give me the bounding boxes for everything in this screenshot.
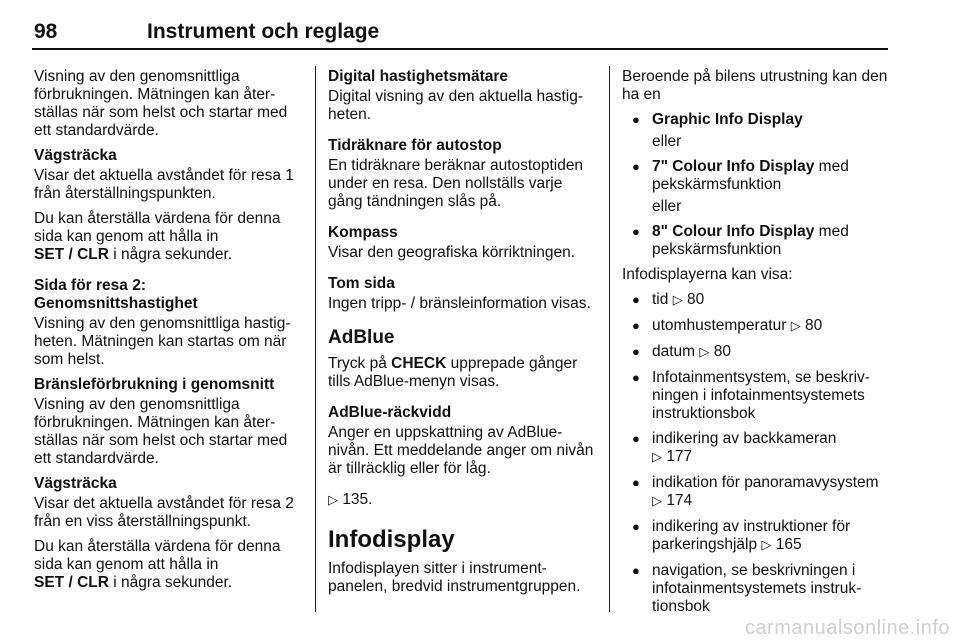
subheading: Bränsleförbrukning i genomsnitt bbox=[34, 376, 275, 393]
section-heading: AdBlue bbox=[328, 327, 395, 348]
header-rule bbox=[32, 48, 888, 50]
page-number: 98 bbox=[34, 20, 58, 43]
arrow-triangle-icon: ▷ bbox=[652, 450, 662, 465]
paragraph: Visning av den genomsnittliga hastigheten. Mätningen kan startas om när som helst. bbox=[34, 315, 291, 368]
paragraph: Ingen tripp- / bränsleinformation visas. bbox=[328, 295, 591, 312]
display-options-list bbox=[622, 158, 888, 194]
column-1 bbox=[34, 68, 300, 599]
button-label: SET / CLR bbox=[34, 574, 109, 591]
display-options-list bbox=[622, 111, 888, 129]
paragraph bbox=[34, 210, 300, 264]
text: eller bbox=[652, 133, 682, 150]
list-item: ● navigation, se beskrivningen i infotainmentsystemets instruktionsbok bbox=[622, 562, 888, 616]
paragraph: Anger en uppskattning av AdBlue-nivån. Ett meddelande anger om nivån är tillräcklig eller för låg. bbox=[328, 424, 594, 477]
text: Du kan återställa värdena för denna sida kan genom att hålla in bbox=[34, 210, 281, 245]
display-name: Graphic Info Display bbox=[652, 111, 803, 128]
arrow-triangle-icon: ▷ bbox=[652, 494, 662, 509]
arrow-triangle-icon: ▷ bbox=[328, 493, 338, 508]
list-item bbox=[622, 158, 888, 194]
paragraph: Visar det aktuella avståndet för resa 2 från en viss återställningspunkt. bbox=[34, 495, 294, 530]
text: datum bbox=[652, 343, 700, 360]
paragraph bbox=[328, 355, 594, 391]
subheading: Kompass bbox=[328, 224, 398, 241]
paragraph: Infodisplayerna kan visa: bbox=[622, 266, 793, 283]
text: utomhustemperatur bbox=[652, 317, 791, 334]
button-label: CHECK bbox=[391, 355, 447, 372]
subheading: Vägsträcka bbox=[34, 147, 117, 164]
display-options-list bbox=[622, 223, 888, 259]
button-label: SET / CLR bbox=[34, 246, 109, 263]
column-divider bbox=[609, 66, 610, 612]
list-item bbox=[622, 223, 888, 259]
column-2 bbox=[328, 68, 594, 603]
watermark: carmanualsonline.info bbox=[744, 617, 950, 639]
paragraph bbox=[34, 538, 300, 592]
list-item bbox=[622, 474, 888, 511]
subheading: Tidräknare för autostop bbox=[328, 137, 502, 154]
list-item: ● Infotainmentsystem, se beskrivningen i infotainmentsystemets instruktionsbok bbox=[622, 369, 888, 423]
text: Du kan återställa värdena för denna sida kan genom att hålla in bbox=[34, 538, 281, 573]
text: indikering av instruktioner för parkeringshjälp bbox=[652, 518, 851, 553]
page-reference[interactable]: 174 bbox=[666, 492, 693, 509]
page-header bbox=[32, 12, 888, 52]
page-reference[interactable]: 80 bbox=[713, 343, 731, 360]
paragraph: Infodisplayen sitter i instrumentpanelen, bredvid instrumentgruppen. bbox=[328, 560, 581, 595]
column-3 bbox=[622, 68, 888, 623]
text: indikering av backkameran bbox=[652, 430, 837, 447]
section-heading: Infodisplay bbox=[328, 526, 455, 553]
list-item bbox=[622, 430, 888, 467]
paragraph: Beroende på bilens utrustning kan den ha en bbox=[622, 68, 888, 103]
text: eller bbox=[652, 198, 682, 215]
paragraph: Digital visning av den aktuella hastigheten. bbox=[328, 88, 584, 123]
page-reference[interactable]: 135. bbox=[342, 491, 373, 508]
text: med pekskärmsfunktion bbox=[652, 223, 849, 258]
subheading: AdBlue-räckvidd bbox=[328, 404, 452, 421]
display-name: 7" Colour Info Display bbox=[652, 158, 815, 175]
text: med pekskärmsfunktion bbox=[652, 158, 849, 193]
list-item bbox=[622, 291, 888, 310]
paragraph bbox=[328, 491, 594, 510]
page-reference[interactable]: 177 bbox=[666, 448, 693, 465]
list-item bbox=[622, 518, 888, 555]
text: i några sekunder. bbox=[108, 574, 233, 591]
paragraph: Visning av den genomsnittliga förbrukningen. Mätningen kan återställas när som helst och startar med ett standardvärde. bbox=[34, 68, 288, 139]
paragraph: Visar det aktuella avståndet för resa 1 från återställningspunkten. bbox=[34, 167, 294, 202]
column-divider bbox=[315, 66, 316, 612]
text: tid bbox=[652, 291, 673, 308]
list-item bbox=[622, 317, 888, 336]
chapter-title: Instrument och reglage bbox=[147, 20, 380, 43]
page-reference[interactable]: 80 bbox=[805, 317, 823, 334]
info-list bbox=[622, 291, 888, 616]
list-item bbox=[622, 343, 888, 362]
subheading: Genomsnittshastighet bbox=[34, 295, 198, 312]
arrow-triangle-icon: ▷ bbox=[761, 538, 772, 553]
text: indikation för panoramavysystem bbox=[652, 474, 879, 491]
page-reference[interactable]: 165 bbox=[775, 536, 802, 553]
list-item bbox=[622, 111, 888, 129]
paragraph: En tidräknare beräknar autostoptiden under en resa. Den nollställs varje gång tändningen slås på. bbox=[328, 157, 584, 210]
arrow-triangle-icon: ▷ bbox=[699, 345, 710, 360]
arrow-triangle-icon: ▷ bbox=[672, 293, 683, 308]
paragraph: Visning av den genomsnittliga förbrukningen. Mätningen kan återställas när som helst och startar med ett standardvärde. bbox=[34, 396, 288, 467]
text: upprepade gånger tills AdBlue-menyn visas. bbox=[328, 355, 578, 390]
display-name: 8" Colour Info Display bbox=[652, 223, 815, 240]
subheading: Vägsträcka bbox=[34, 475, 117, 492]
page-reference[interactable]: 80 bbox=[687, 291, 705, 308]
paragraph: Visar den geografiska körriktningen. bbox=[328, 244, 575, 261]
text: Tryck på bbox=[328, 355, 392, 372]
subheading: Tom sida bbox=[328, 275, 395, 292]
arrow-triangle-icon: ▷ bbox=[790, 319, 801, 334]
text: i några sekunder. bbox=[108, 246, 233, 263]
subheading: Sida för resa 2: bbox=[34, 277, 146, 294]
subheading: Digital hastighetsmätare bbox=[328, 68, 509, 85]
